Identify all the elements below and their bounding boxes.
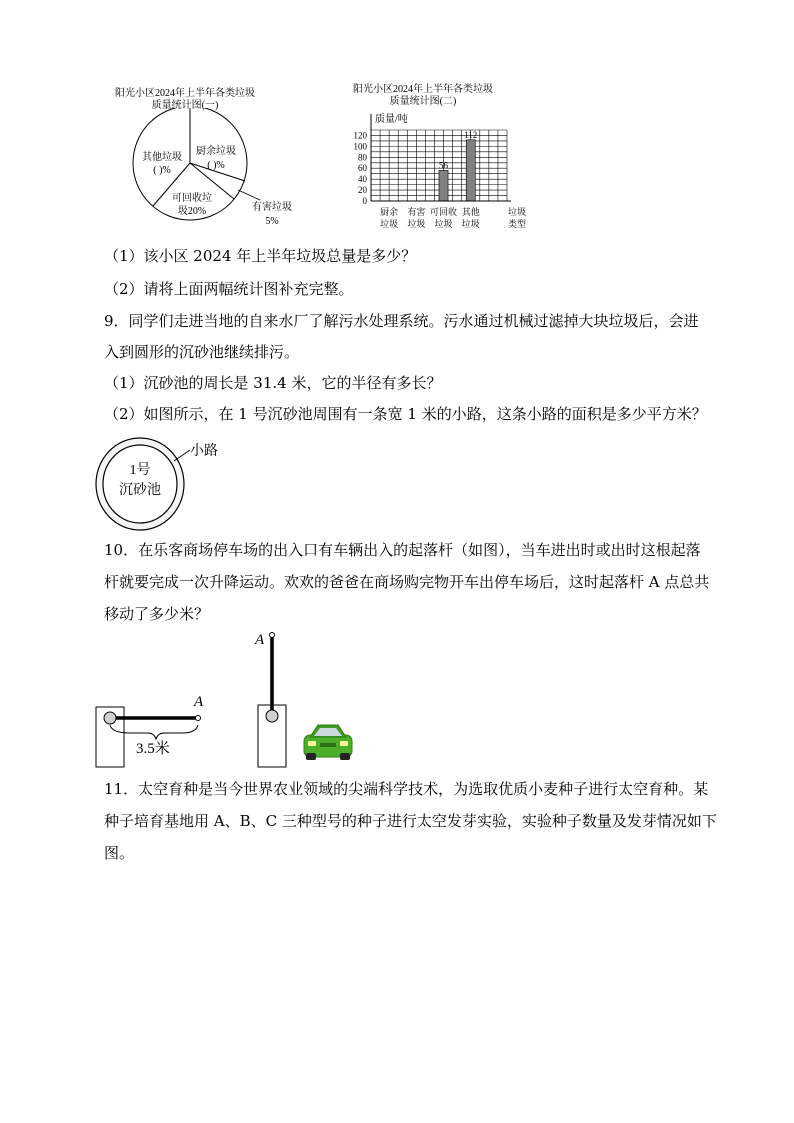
pie-chart bbox=[120, 108, 320, 236]
x-tick-label: 厨余 bbox=[380, 207, 399, 217]
q9-line2: 入到圆形的沉砂池继续排污。 bbox=[104, 343, 300, 361]
x-tick-label: 其他 bbox=[461, 207, 480, 217]
q9-sub2: （2）如图所示，在 1 号沉砂池周围有一条宽 1 米的小路，这条小路的面积是多少平方米？ bbox=[104, 405, 707, 423]
y-tick-label: 0 bbox=[362, 196, 367, 206]
length-label: 3.5米 bbox=[136, 741, 170, 757]
barrier-pivot-right bbox=[266, 710, 278, 722]
pie-label-kitchen-2: ( )% bbox=[207, 160, 225, 171]
barrier-point-a-left bbox=[196, 716, 201, 721]
pie-label-recyclable-1: 可回收垃 bbox=[172, 193, 212, 204]
x-tick-label: 有害 bbox=[407, 207, 426, 217]
x-tick-label: 垃圾 bbox=[461, 219, 480, 229]
q8-sub2: （2）请将上面两幅统计图补充完整。 bbox=[104, 280, 354, 298]
pie-label-kitchen-1: 厨余垃圾 bbox=[196, 146, 236, 157]
pie-label-hazardous-1: 有害垃圾 bbox=[252, 202, 292, 213]
bar bbox=[466, 140, 475, 201]
pie-label-other-2: ( )% bbox=[153, 165, 171, 176]
x-axis-title: 类型 bbox=[507, 219, 527, 229]
pie-title-line1: 阳光小区2024年上半年各类垃圾 bbox=[115, 88, 255, 99]
pie-label-recyclable-2: 圾20% bbox=[177, 206, 207, 217]
barrier-pivot-left bbox=[104, 712, 116, 724]
y-tick-label: 80 bbox=[358, 152, 367, 163]
q10-line3: 移动了多少米？ bbox=[104, 605, 210, 623]
bar-value-label: 112 bbox=[464, 129, 478, 140]
path-label: 小路 bbox=[190, 444, 218, 459]
y-tick-label: 60 bbox=[358, 163, 367, 174]
car-icon bbox=[304, 725, 352, 760]
point-a-label-left: A bbox=[194, 694, 204, 710]
x-tick-label: 可回收 bbox=[430, 207, 458, 217]
bar-value-label: 56 bbox=[439, 160, 449, 171]
q11-line3: 图。 bbox=[104, 844, 135, 862]
x-tick-label: 垃圾 bbox=[380, 219, 399, 229]
pool-figure bbox=[92, 436, 232, 534]
bar-chart-title-line2: 质量统计图(二) bbox=[389, 96, 457, 107]
pie-label-hazardous-2: 5% bbox=[265, 216, 279, 227]
q10-line2: 杆就要完成一次升降运动。欢欢的爸爸在商场购完物开车出停车场后，这时起落杆 A 点总共 bbox=[104, 573, 710, 591]
q10-line1: 10．在乐客商场停车场的出入口有车辆出入的起落杆（如图），当车进出时或出时这根起落 bbox=[104, 541, 701, 559]
y-tick-label: 100 bbox=[353, 141, 367, 152]
q8-sub1: （1）该小区 2024 年上半年垃圾总量是多少？ bbox=[104, 247, 417, 265]
q11-line2: 种子培育基地用 A、B、C 三种型号的种子进行太空发芽实验，实验种子数量及发芽情况如下 bbox=[104, 812, 717, 830]
path-pointer bbox=[174, 450, 190, 461]
pie-label-other-1: 其他垃圾 bbox=[142, 152, 182, 163]
y-tick-label: 20 bbox=[358, 185, 367, 196]
q11-line1: 11．太空育种是当今世界农业领域的尖端科学技术，为选取优质小麦种子进行太空育种。某 bbox=[104, 780, 709, 798]
pie-title-line2: 质量统计图(一) bbox=[151, 100, 219, 111]
bar-chart-ylabel: 质量/吨 bbox=[375, 114, 408, 125]
y-tick-label: 120 bbox=[353, 130, 367, 141]
x-axis-title: 垃圾 bbox=[507, 207, 527, 217]
x-tick-label: 垃圾 bbox=[407, 219, 426, 229]
pool-label-2: 沉砂池 bbox=[119, 483, 161, 498]
pool-label-1: 1号 bbox=[129, 463, 151, 478]
x-tick-label: 垃圾 bbox=[434, 219, 453, 229]
bar-chart bbox=[335, 108, 535, 233]
barrier-point-a-top bbox=[270, 633, 275, 638]
barrier-figure bbox=[90, 625, 360, 770]
bar-chart-title-line1: 阳光小区2024年上半年各类垃圾 bbox=[353, 84, 493, 95]
q9-line1: 9．同学们走进当地的自来水厂了解污水处理系统。污水通过机械过滤掉大块垃圾后，会进 bbox=[104, 312, 699, 330]
pie-leader-line bbox=[238, 190, 260, 200]
bar bbox=[439, 170, 448, 201]
q9-sub1: （1）沉砂池的周长是 31.4 米，它的半径有多长？ bbox=[104, 374, 442, 392]
bar-chart-title bbox=[338, 84, 508, 108]
point-a-label-top: A bbox=[255, 632, 265, 648]
y-tick-label: 40 bbox=[358, 174, 367, 185]
